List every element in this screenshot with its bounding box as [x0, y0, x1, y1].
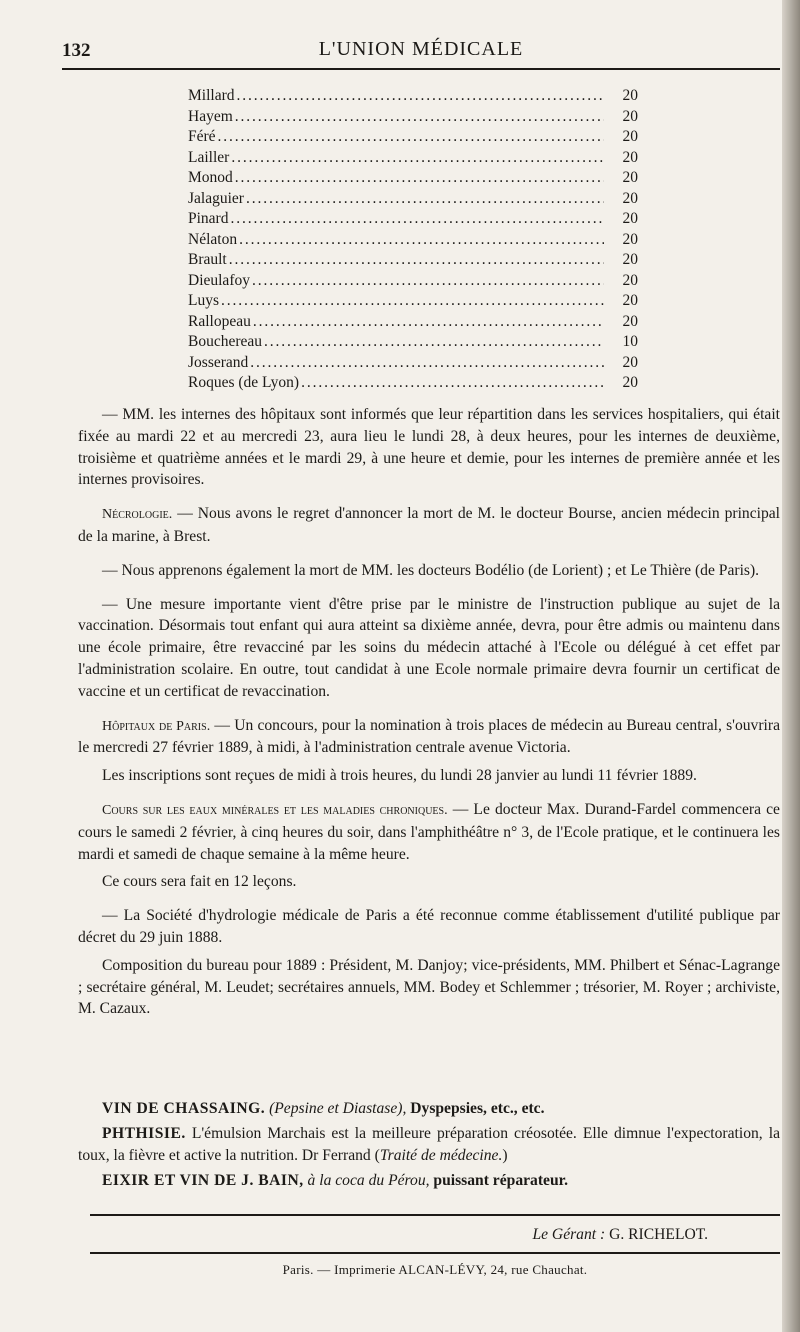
hopitaux-text: — Un concours, pour la nomination à trois places de médecin au Bureau central, s'ouvrira le mercredi 27 février 1889, à midi, à l'administration centrale avenue Victoria.: [78, 716, 780, 757]
subscription-amount: 20: [622, 292, 638, 309]
subscriber-name: Brault: [188, 251, 227, 268]
ad-bold-text: puissant réparateur.: [429, 1172, 569, 1189]
ad-eixir-bain: [78, 1170, 780, 1192]
subscription-amount: 20: [622, 312, 638, 330]
paragraph-internes: — MM. les internes des hôpitaux sont informés que leur répartition dans les services hospitaliers, qui était fixée au mardi 22 et au mercredi 23, aura lieu le lundi 28, à deux heures, pour les internes de deuxième, troisième et quatrième années et le mardi 29, à une heure et demie, pour les internes de première année et les internes provisoires.: [78, 406, 780, 489]
ad-vin-chassaing: [78, 1098, 780, 1120]
subscriber-name: Rallopeau: [188, 312, 251, 330]
list-item: [188, 353, 638, 374]
subscriber-name: Dieulafoy: [188, 271, 250, 289]
list-item: [188, 230, 638, 251]
ad-phthisie: [78, 1123, 780, 1167]
paragraph-inscriptions: Les inscriptions sont reçues de midi à trois heures, du lundi 28 janvier au lundi 11 février 1889.: [102, 767, 697, 785]
section-label-hopitaux: Hôpitaux de Paris.: [102, 718, 211, 734]
section-label-cours: Cours sur les eaux minérales et les maladies chroniques.: [102, 802, 448, 818]
subscriber-name: Bouchereau: [188, 333, 263, 350]
list-item: [188, 148, 638, 169]
list-item: [188, 312, 638, 333]
ad-headline: EIXIR ET VIN DE J. BAIN,: [102, 1172, 304, 1189]
ad-text: L'émulsion Marchais est la meilleure préparation créosotée. Elle dimnue l'expectoration, la toux, la fièvre et active la nutrition. Dr Ferrand (: [78, 1125, 780, 1164]
subscription-amount: 20: [622, 251, 638, 268]
subscriber-name: Pinard: [188, 210, 229, 227]
subscription-amount: 20: [622, 107, 638, 125]
ad-italic-text: à la coca du Pérou,: [303, 1172, 430, 1189]
ad-italic-text: (Pepsine et Diastase),: [269, 1100, 407, 1117]
subscription-amount: 20: [622, 230, 638, 248]
subscriber-name: Millard: [188, 87, 235, 104]
ad-text-close: ): [502, 1147, 508, 1164]
ad-headline: VIN DE CHASSAING.: [102, 1100, 266, 1117]
subscriber-name: Luys: [188, 292, 219, 309]
section-label-necrologie: Nécrologie.: [102, 507, 173, 523]
paragraph-deces: — Nous apprenons également la mort de MM. les docteurs Bodélio (de Lorient) ; et Le Thière (de Paris).: [102, 561, 760, 579]
advertisements: [78, 1098, 780, 1195]
gerant-label: Le Gérant :: [532, 1226, 606, 1243]
page-header: [62, 36, 780, 64]
list-item: [188, 209, 638, 230]
running-title: L'UNION MÉDICALE: [318, 38, 524, 60]
paragraph-hopitaux: [78, 715, 780, 760]
list-item: [188, 168, 638, 189]
necrologie-text: — Nous avons le regret d'annoncer la mort de M. le docteur Bourse, ancien médecin principal de la marine, à Brest.: [78, 505, 780, 545]
subscription-amount: 20: [622, 210, 638, 227]
subscriber-name: Josserand: [188, 353, 249, 371]
footer-rule-top: [90, 1214, 780, 1216]
cours-text: — Le docteur Max. Durand-Fardel commencera ce cours le samedi 2 février, à cinq heures du soir, dans l'amphithéâtre n° 3, de l'Ecole pratique, et le continuera les mardi et samedi de chaque semaine à la même heure.: [78, 800, 780, 863]
list-item: [188, 373, 638, 394]
list-item: [188, 86, 638, 107]
subscriber-name: Hayem: [188, 107, 233, 125]
subscription-list: [188, 86, 638, 394]
subscriber-name: Lailler: [188, 148, 230, 166]
article-body: [78, 404, 780, 1020]
subscription-amount: 20: [622, 148, 638, 166]
list-item: [188, 291, 638, 312]
subscriber-name: Jalaguier: [188, 189, 244, 207]
subscription-amount: 20: [622, 353, 638, 371]
paragraph-societe: — La Société d'hydrologie médicale de Paris a été reconnue comme établissement d'utilité publique par décret du 29 juin 1888.: [78, 907, 780, 946]
subscription-amount: 20: [622, 271, 638, 289]
subscription-amount: 20: [622, 189, 638, 207]
footer-rule-bottom: [90, 1252, 780, 1254]
subscription-amount: 20: [622, 169, 638, 186]
list-item: [188, 107, 638, 128]
page-edge-shadow: [782, 0, 800, 1332]
gerant-name: G. RICHELOT.: [605, 1226, 708, 1243]
subscriber-name: Monod: [188, 169, 233, 186]
subscriber-name: Nélaton: [188, 230, 238, 248]
ad-bold-text: Dyspepsies, etc., etc.: [406, 1100, 545, 1117]
page-number: 132: [62, 40, 91, 61]
paragraph-necrologie: [78, 503, 780, 548]
header-rule: [62, 68, 780, 70]
list-item: [188, 127, 638, 148]
paragraph-bureau: Composition du bureau pour 1889 : Président, M. Danjoy; vice-présidents, MM. Philbert et Sénac-Lagrange ; secrétaire général, M. Leudet; secrétaires annuels, MM. Bodey et Schlemmer ; trésorier, M. Royer ; archiviste, M. Cazaux.: [78, 956, 780, 1018]
printer-imprint: Paris. — Imprimerie ALCAN-LÉVY, 24, rue Chauchat.: [282, 1262, 588, 1277]
ad-headline: PHTHISIE.: [102, 1125, 186, 1142]
list-item: [188, 332, 638, 353]
ad-italic-text: Traité de médecine.: [379, 1147, 503, 1164]
subscription-amount: 10: [622, 333, 638, 350]
paragraph-vaccination: — Une mesure importante vient d'être prise par le ministre de l'instruction publique au sujet de la vaccination. Désormais tout enfant qui aura atteint sa dixième année, devra, pour être admis ou maintenu dans une école primaire, être revacciné par les soins du médecin attaché à l'Ecole ou délégué à cet effet par l'administration scolaire. En outre, tout candidat à une Ecole normale primaire devra fournir un certificat de vaccine et un certificat de revaccination.: [78, 595, 780, 700]
subscription-amount: 20: [622, 374, 638, 391]
subscriber-name: Féré: [188, 128, 216, 145]
subscriber-name: Roques (de Lyon): [188, 374, 300, 391]
subscription-amount: 20: [622, 128, 638, 145]
list-item: [188, 271, 638, 292]
gerant-signature: [78, 1226, 708, 1244]
paragraph-lecons: Ce cours sera fait en 12 leçons.: [102, 873, 297, 891]
paragraph-cours: [78, 799, 780, 865]
list-item: [188, 189, 638, 210]
subscription-amount: 20: [622, 87, 638, 104]
list-item: [188, 250, 638, 271]
